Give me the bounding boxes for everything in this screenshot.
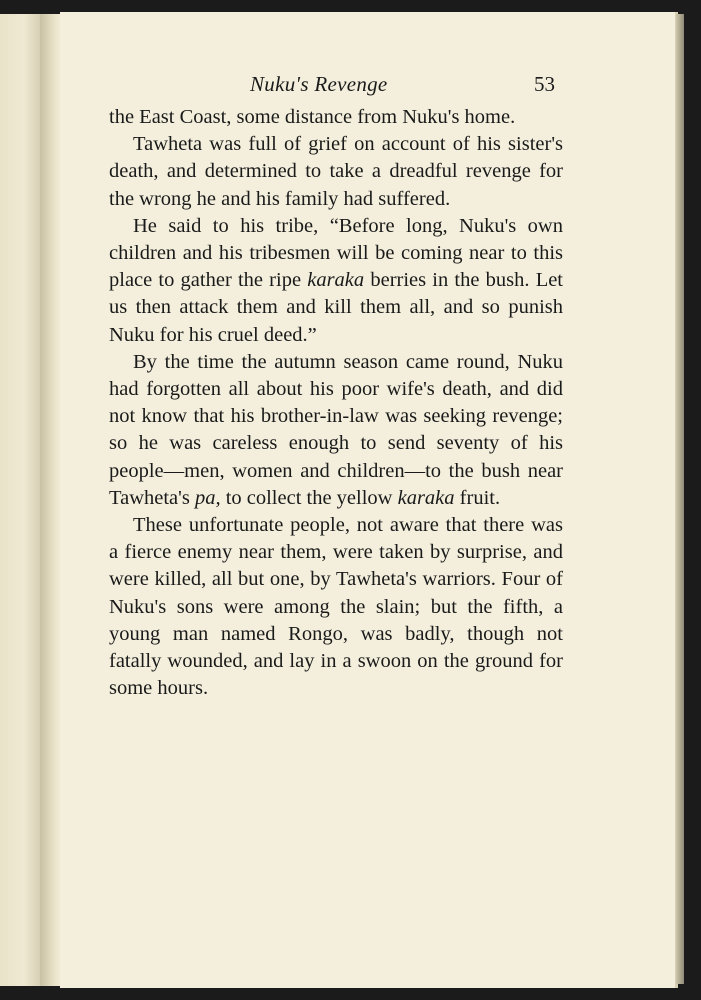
italic-text-run: karaka	[397, 486, 455, 509]
book-gutter	[40, 14, 62, 986]
text-run: to collect the yellow	[220, 486, 398, 509]
body-text	[109, 104, 563, 702]
text-run: the East Coast, some distance from Nuku's home.	[109, 106, 516, 128]
paragraph-3	[109, 213, 563, 349]
running-head: Nuku's Revenge	[250, 72, 388, 96]
text-run: Tawheta was full of grief on account of his sister's death, and determined to take a dreadful revenge for the wrong he and his family had suffered.	[109, 133, 563, 210]
text-run: These unfortunate people, not aware that there was a fierce enemy near them, were taken by surprise, and were killed, all but one, by Tawheta's warriors. Four of Nuku's sons were among the slain; but the fifth, a young man named Rongo, was badly, though not fatally wounded, and lay in a swoon on the ground for some hours.	[109, 514, 563, 700]
paragraph-5	[109, 512, 563, 702]
page-number: 53	[534, 72, 555, 96]
paragraph-2	[109, 131, 563, 213]
text-run: He said to his tribe, “Before long, Nuku's own children and his tribesmen will be coming near to this place to gather the ripe	[109, 214, 563, 292]
text-run: fruit.	[454, 486, 501, 509]
page-header	[250, 72, 570, 102]
page-stack-edge	[676, 14, 684, 984]
paragraph-1	[109, 104, 563, 131]
text-run: berries in the bush. Let us then attack them and kill them all, and so punish Nuku for his cruel deed.”	[109, 269, 564, 346]
italic-text-run: pa,	[194, 486, 221, 509]
italic-text-run: karaka	[307, 269, 365, 292]
facing-page-edge	[0, 14, 40, 986]
paragraph-4	[109, 349, 563, 512]
text-run: By the time the autumn season came round, Nuku had forgotten all about his poor wife's death, and did not know that his brother-in-law was seeking revenge; so he was careless enough to send seventy of his people—men, women and children—to the bush near Tawheta's	[109, 350, 563, 509]
